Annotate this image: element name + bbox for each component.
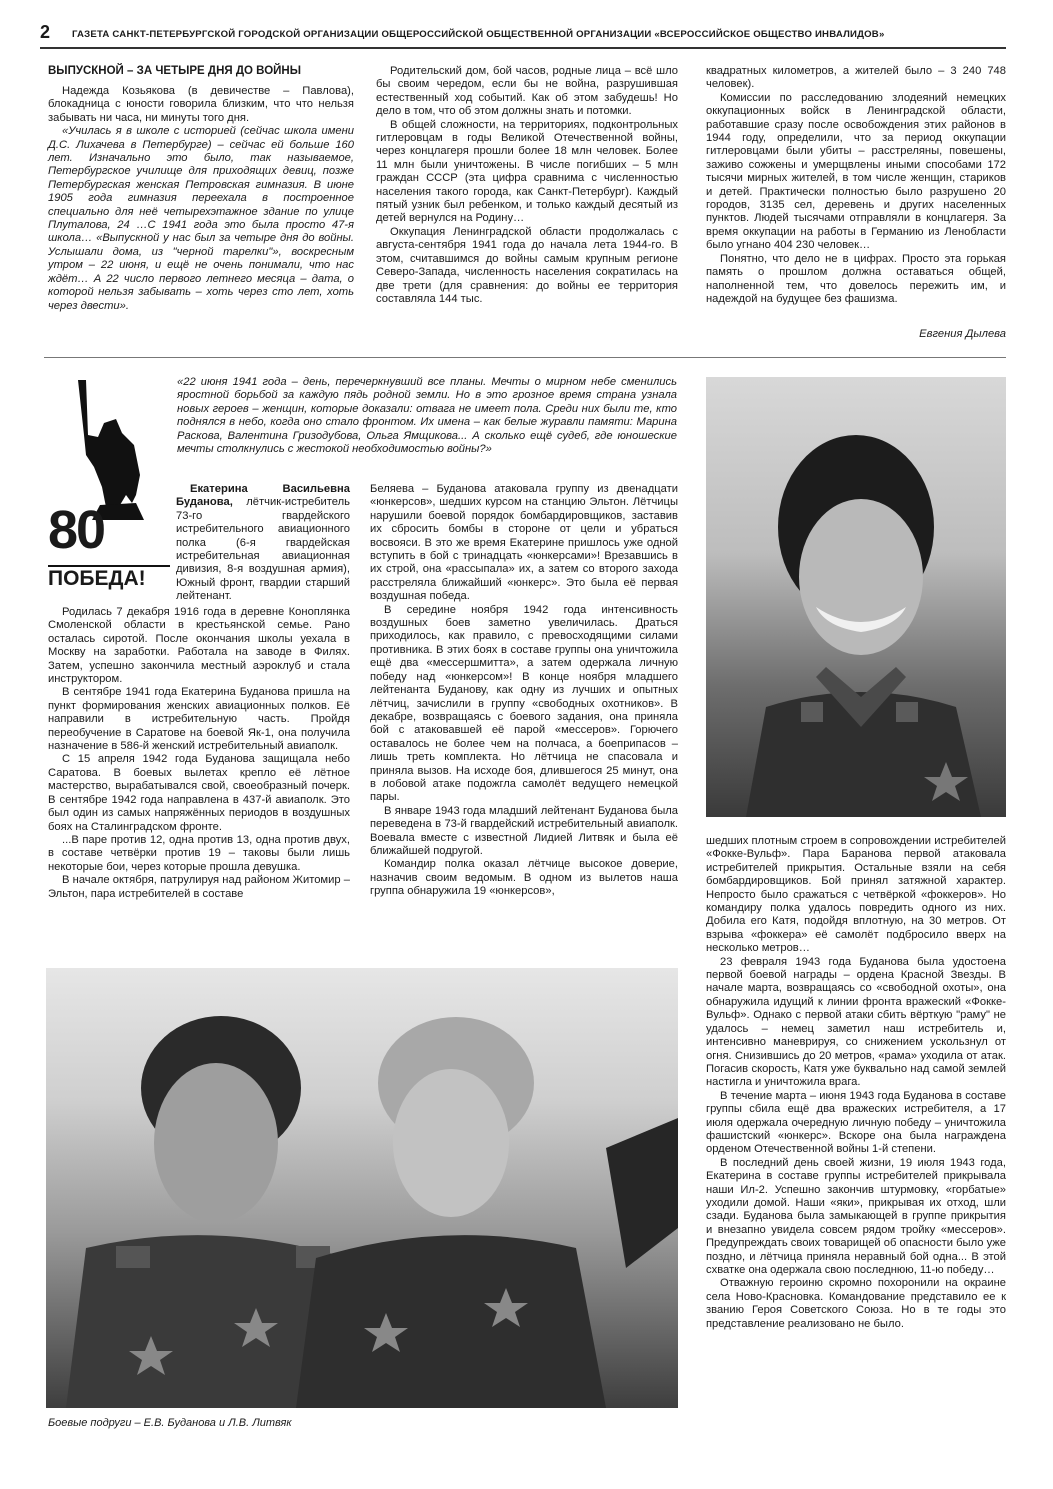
article1-column-1 (48, 85, 354, 313)
intro-quote: «22 июня 1941 года – день, перечеркнувший все планы. Мечты о мирном небе сменились яростной борьбой за каждую пядь родной земли. Но в это грозное время страна узнала новых героев – женщин, которые доказали: отвага не имеет пола. Среди них были те, кто поднялся в небо, когда оно стало фронтом. Их имена – как белые журавли памяти: Марина Раскова, Валентина Гризодубова, Ольга Ямщикова... А сколько ещё судеб, где юношеские мечты столкнулись с жестокой необходимостью войны?» (177, 376, 677, 456)
paragraph: квадратных километров, а жителей было – 3 240 748 человек). (706, 65, 1006, 91)
paragraph: В последний день своей жизни, 19 июля 1943 года, Екатерина в составе группы истребителей прикрывала наши Ил-2. Успешно закончив штурмовку, «горбатые» уходили домой. Наши «яки», прикрывая их отход, шли сзади. Буданова была замыкающей в группе прикрытия и внезапно увидела совсем рядом тройку «мессеров». Предупреждать своих товарищей об опасности было уже поздно, и лётчица приняла неравный бой одна... В этой схватке она одержала свою последнюю, 11-ю победу… (706, 1156, 1006, 1276)
paragraph: Родилась 7 декабря 1916 года в деревне Коноплянка Смоленской области в крестьянской семье. Рано осталась сиротой. После окончания школы уехала в Москву на заработки. Работала на заводе в Филях. Затем, успешно закончила местный аэроклуб и стала инструктором. (48, 606, 350, 686)
victory-80-logo (48, 375, 170, 600)
paragraph: Отважную героиню скромно похоронили на окраине села Ново-Красновка. Командование представило ее к званию Героя Советского Союза. Но в те годы это представление реализовано не было. (706, 1277, 1006, 1330)
article2-column-2 (370, 483, 678, 899)
group-photo-budanova-litvyak (46, 968, 678, 1408)
paragraph: Командир полка оказал лётчице высокое доверие, назначив своим ведомым. В одном из вылетов наша группа обнаружила 19 «юнкерсов», (370, 858, 678, 898)
article-headline: ВЫПУСКНОЙ – ЗА ЧЕТЫРЕ ДНЯ ДО ВОЙНЫ (48, 65, 301, 77)
article2-lead (176, 483, 350, 604)
paragraph: Родительский дом, бой часов, родные лица – всё шло бы своим чередом, если бы не война, разрушившая естественный ход событий. Как об этом забудешь! Но дело в том, что об этом должны знать и потомки. (376, 65, 678, 118)
portrait-illustration (706, 377, 1006, 817)
author-byline: Евгения Дылева (919, 328, 1006, 340)
lead-paragraph (176, 483, 350, 604)
paragraph: Понятно, что дело не в цифрах. Просто эта горькая память о прошлом должна оставаться общей, наполненной тем, что довелось пережить им, и надеждой на будущее без фашизма. (706, 252, 1006, 305)
portrait-photo-budanova (706, 377, 1006, 817)
paragraph: 23 февраля 1943 года Буданова была удостоена первой боевой награды – ордена Красной Звезды. В начале марта, возвращаясь со «свободной охоты», она обнаружила идущий к линии фронта вражеский «Фокке-Вульф». Однако с первой атаки сбить вёрткую "раму" не удалось – немец заметил наш истребитель и, интенсивно маневрируя, со снижением ускользнул от огня. Снизившись до 20 метров, «рама» уходила от атак. Погасив скорость, Катя уже буквально над самой землей настигла и уничтожила врага. (706, 955, 1006, 1089)
paragraph: шедших плотным строем в сопровождении истребителей «Фокке-Вульф». Пара Баранова первой атаковала истребителей прикрытия. Остальные взяли на себя бомбардировщиков. Бой принял затяжной характер. Непросто было сражаться с четвёркой «фоккеров». Но командиру полка удалось повредить одного из них. Добила его Катя, подойдя вплотную, на 30 метров. От взрыва «фоккера» её самолёт подбросило вверх на несколько метров… (706, 835, 1006, 955)
logo-word: ПОБЕДА! (48, 565, 170, 591)
paragraph: Комиссии по расследованию злодеяний немецких оккупационных войск в Ленинградской области, работавшие сразу после освобождения этих районов в 1944 году, определили, что за период оккупации гитлеровцами были убиты – расстреляны, повешены, заживо сожжены и умерщвлены иными способами 172 тысячи мирных жителей, в том числе женщин, стариков и детей. Практически полностью было разрушено 20 городов, 3135 сел, деревень и других населенных пунктов. Людей тысячами отправляли в концлагеря. За время оккупации на работы в Германию из Ленобласти было угнано 404 230 человек… (706, 91, 1006, 252)
paragraph: Оккупация Ленинградской области продолжалась с августа-сентября 1941 года до начала лета 1944-го. В этом, считавшимся до войны самым крупным регионе Северо-Запада, численность населения сократилась на две трети (для сравнения: до войны ее территория составляла 144 тыс. (376, 225, 678, 305)
paragraph: В общей сложности, на территориях, подконтрольных гитлеровцам в годы Великой Отечественной войны, через концлагеря прошли более 18 млн человек. Более 11 млн были уничтожены. В числе погибших – 5 млн граждан СССР (эта цифра сравнима с численностью населения такого города, как Санкт-Петербург). Каждый пятый узник был ребенком, и только каждый десятый из детей вернулся на Родину… (376, 118, 678, 225)
paragraph: Беляева – Буданова атаковала группу из двенадцати «юнкерсов», шедших курсом на станцию Эльтон. Лётчицы нарушили боевой порядок бомбардировщиков, заставив их сбросить бомбы в стороне от цели и убраться восвояси. В это же время Екатерине пришлось уже одной вступить в бой с тринадцать «юнкерсами»! Врезавшись в их строй, она «рассыпала» их, а затем со второго захода расстреляла ближайший «юнкерс». Это была её первая воздушная победа. (370, 483, 678, 603)
header-rule (40, 47, 1006, 49)
paragraph: В сентябре 1941 года Екатерина Буданова пришла на пункт формирования женских авиационных полков. Её направили в истребительную часть. Пройдя переобучение в Саратове на боевой Як-1, она получила назначение в 586-й женский истребительный авиаполк. (48, 686, 350, 753)
hero-description: лётчик-истребитель 73-го гвардейского истребительного авиационного полка (6-я гвардейская истребительная авиационная дивизия, 8-я воздушная армия), Южный фронт, гвардии старший лейтенант. (176, 496, 350, 603)
paragraph: В середине ноября 1942 года интенсивность воздушных боев заметно увеличилась. Драться приходилось, как правило, с превосходящими силами противника. В этих боях в составе группы она уничтожила ещё два «мессершмитта», а затем одержала личную победу над «юнкерсом»! В конце ноября младшего лейтенанта Буданову, как одну из лучших и опытных лётчиц, зачислили в группу «свободных охотников». В декабре, возвращаясь с боевого задания, она приняла бой с атаковавшей её парой «мессеров». Горючего оставалось не более чем на полчаса, а боеприпасов – лишь треть комплекта. Но лётчица не спасовала и приняла вызов. На исходе боя, длившегося 25 минут, она в лобовой атаке подожгла самолёт ведущего немецкой пары. (370, 603, 678, 804)
paragraph: В начале октября, патрулируя над районом Житомир – Эльтон, пара истребителей в составе (48, 874, 350, 900)
paragraph: Надежда Козьякова (в девичестве – Павлова), блокадница с юности говорила близким, что что нельзя забывать ни часа, ни минуты того дня. (48, 85, 354, 124)
paragraph: С 15 апреля 1942 года Буданова защищала небо Саратова. В боевых вылетах крепло её лётное мастерство, вырабатывался свой, своеобразный почерк. В сентябре 1942 года направлена в 437-й авиаполк. Это был один из самых напряжённых периодов в воздушных боях на Сталинградском фронте. (48, 753, 350, 833)
article1-column-3 (706, 65, 1006, 306)
photo-caption: Боевые подруги – Е.В. Буданова и Л.В. Литвяк (48, 1417, 292, 1429)
quote-paragraph: «Училась я в школе с историей (сейчас школа имени Д.С. Лихачева в Петербурге) – сейчас ей больше 160 лет. Изначально это было, так называемое, Петербургское училище для приходящих девиц, позже Петербургская женская Петровская гимназия. В июне 1905 года гимназия переехала в построенное специально для неё четырехэтажное здание по улице Плуталова, 24 …С 1941 года это была просто 47-я школа… «Выпускной у нас был за четыре дня до войны. Услышали дома, из "черной тарелки"», воскресным утром – 22 июня, и ещё не очень понимали, что нас ждёт… А 22 число первого летнего месяца – дата, о которой нельзя забывать – хоть через сто лет, хоть через двести». (48, 125, 354, 312)
article1-column-2 (376, 65, 678, 306)
logo-number: 80 (48, 500, 105, 560)
page-number: 2 (40, 22, 51, 42)
article2-intro (177, 376, 677, 456)
article2-column-1 (48, 606, 350, 901)
paragraph: В январе 1943 года младший лейтенант Буданова была переведена в 73-й гвардейский истребительный авиаполк. Воевала вместе с известной Лидией Литвяк и была её ближайшей подругой. (370, 804, 678, 857)
group-photo-illustration (46, 968, 678, 1408)
newspaper-masthead: ГАЗЕТА САНКТ-ПЕТЕРБУРГСКОЙ ГОРОДСКОЙ ОРГАНИЗАЦИИ ОБЩЕРОССИЙСКОЙ ОБЩЕСТВЕННОЙ ОРГАНИЗАЦИИ «ВСЕРОССИЙСКОЕ ОБЩЕСТВО ИНВАЛИДОВ» (72, 29, 885, 40)
paragraph: ...В паре против 12, одна против 13, одна против двух, в составе четвёрки против 19 – таковы были лишь некоторые бои, через которые прошла девушка. (48, 833, 350, 873)
section-divider (44, 357, 1006, 358)
hero-name: Екатерина Васильевна Буданова, (176, 483, 350, 509)
paragraph: В течение марта – июня 1943 года Буданова в составе группы сбила ещё два вражеских истребителя, а 17 июля одержала очередную личную победу – уничтожила фашистский «юнкерс». Вскоре она была награждена орденом Отечественной войны 1-й степени. (706, 1089, 1006, 1156)
article2-column-3 (706, 835, 1006, 1331)
